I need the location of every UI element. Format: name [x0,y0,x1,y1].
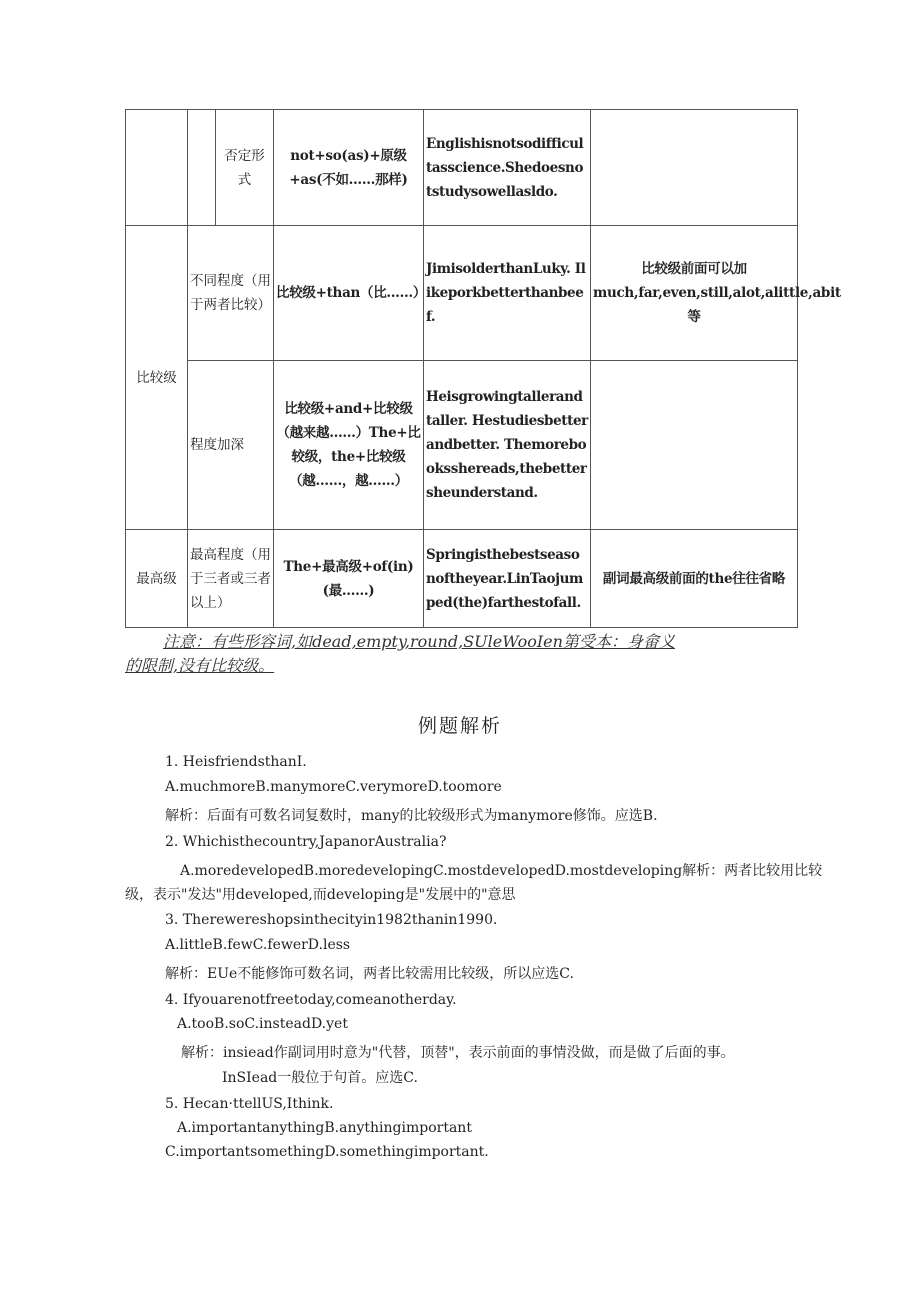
table-row [126,110,798,226]
adjective-note [125,630,685,678]
note-line: 注意：有些形容词,如dead,empty,round,SUleWooIen第受本：身畲义 [163,632,675,651]
table-cell: 最高程度（用于三者或三者以上） [188,530,274,628]
question-5-options: A.importantanythingB.anythingimportant [177,1120,472,1136]
question-2-options: A.moredevelopedB.moredevelopingC.mostdevelopedD.mostdeveloping解析：两者比较用比较 [180,863,823,879]
table-row [126,530,798,628]
table-row [126,226,798,361]
note-line: 的限制,没有比较级。 [125,656,275,675]
table-cell: JimisolderthanLuky. Ilikeporkbetterthanbeef. [424,226,591,361]
table-row [126,361,798,530]
table-cell [126,110,188,226]
question-3-options: A.littleB.fewC.fewerD.less [165,937,351,953]
section-title: 例题解析 [417,715,502,737]
table-cell: Springisthebestseasonoftheyear.LinTaojumped(the)farthestofall. [424,530,591,628]
question-2: 2. Whichisthecountry,JapanorAustralia? [165,834,447,850]
question-4-analysis: 解析：insiead作副词用时意为"代替，顶替"，表示前面的事情没做，而是做了后面的事。 [181,1045,735,1061]
table-cell [591,110,798,226]
table-cell: 程度加深 [188,361,274,530]
question-1: 1. HeisfriendsthanI. [165,754,307,770]
question-1-options: A.muchmoreB.manymoreC.verymoreD.toomore [165,779,502,795]
table-cell [591,361,798,530]
table-cell: Englishisnotsodifficultasscience.Shedoesnotstudysowellasldo. [424,110,591,226]
table-cell: 比较级+than（比……） [274,226,424,361]
question-5: 5. Hecan·ttellUS,Ithink. [165,1096,334,1112]
question-5-options-cont: C.importantsomethingD.somethingimportant. [165,1144,489,1160]
table-cell: The+最高级+of(in)(最……) [274,530,424,628]
table-cell: 比较级前面可以加much,far,even,still,alot,alittle,abit等 [591,226,798,361]
table-cell: 副词最高级前面的the往往省略 [591,530,798,628]
question-1-analysis: 解析：后面有可数名词复数时，many的比较级形式为manymore修饰。应选B. [165,808,658,824]
table-cell: 最高级 [126,530,188,628]
table-cell: 比较级+and+比较级（越来越……）The+比较级，the+比较级（越……，越……） [274,361,424,530]
question-4-analysis-cont: InSIead一般位于句首。应选C. [222,1070,418,1086]
table-cell [188,110,216,226]
grammar-table [125,109,841,628]
question-3: 3. Thereweresh​opsinthecityin1982thanin1990. [165,912,498,928]
table-cell: 比较级 [126,226,188,530]
table-cell: Heisgrowingtallerandtaller. Hestudiesbetterandbetter. Themorebooksshereads,thebettersheunderstand. [424,361,591,530]
table-cell: 不同程度（用于两者比较） [188,226,274,361]
question-3-analysis: 解析：EUe不能修饰可数名词，两者比较需用比较级，所以应选C. [165,966,574,982]
table-cell: not+so(as)+原级+as(不如……那样) [274,110,424,226]
question-4: 4. Ifyouarenotfreetoday,comeanotherday. [165,992,457,1008]
question-2-analysis: 级，表示"发达"用developed,而developing是"发展中的"意思 [125,887,516,903]
table-cell: 否定形式 [216,110,274,226]
question-4-options: A.tooB.soC.insteadD.yet [177,1016,348,1032]
